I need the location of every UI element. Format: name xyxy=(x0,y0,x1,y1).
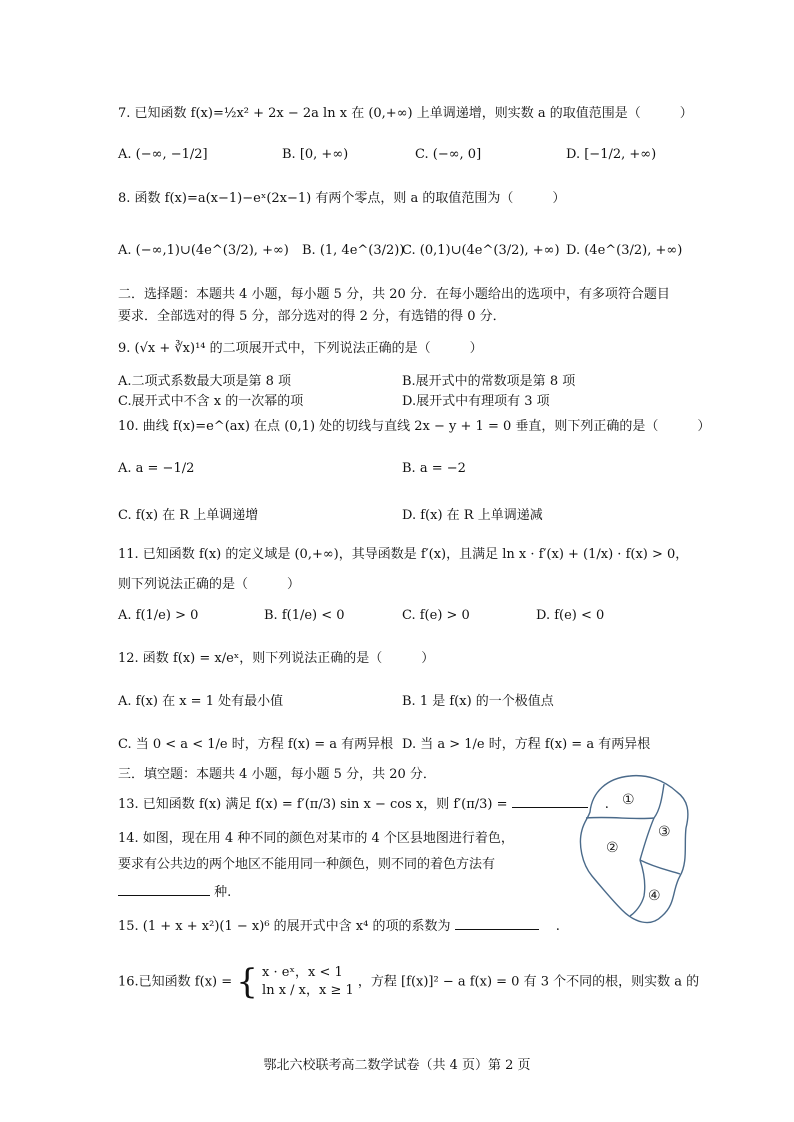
q16-stem xyxy=(118,964,699,1000)
q16-case2: ln x / x，x ≥ 1 xyxy=(262,983,354,998)
q12-stem: 12. 函数 f(x) = x/eˣ，则下列说法正确的是（ ） xyxy=(118,651,435,666)
q16-piecewise xyxy=(262,964,354,1000)
q13-stem xyxy=(118,796,609,814)
section-3-instructions: 三．填空题：本题共 4 小题，每小题 5 分，共 20 分． xyxy=(118,767,436,782)
q11-option-c: C. f(e) > 0 xyxy=(402,608,470,623)
q11-option-b: B. f(1/e) < 0 xyxy=(264,608,345,623)
q7-option-a: A. (−∞, −1/2] xyxy=(118,147,208,162)
q10-option-a: A. a = −1/2 xyxy=(118,461,195,476)
q16-post: ，方程 [f(x)]² − a f(x) = 0 有 3 个不同的根，则实数 a 的 xyxy=(357,974,700,990)
q11-stem-line1: 11. 已知函数 f(x) 的定义域是 (0,+∞)，其导函数是 f′(x)，且满足 ln x · f′(x) + (1/x) · f(x) > 0， xyxy=(118,547,689,562)
q11-option-a: A. f(1/e) > 0 xyxy=(118,608,199,623)
q11-stem-line2: 则下列说法正确的是（ ） xyxy=(118,577,301,592)
q9-option-a: A.二项式系数最大项是第 8 项 xyxy=(118,374,292,389)
map-label-1: ① xyxy=(622,792,635,808)
q13-text: 13. 已知函数 f(x) 满足 f(x) = f′(π/3) sin x − cos x，则 f′(π/3) = xyxy=(118,797,508,812)
q15-answer-blank[interactable] xyxy=(455,929,539,930)
q14-answer-blank[interactable] xyxy=(118,895,210,896)
map-border-2-3 xyxy=(640,818,654,860)
q8-option-b: B. (1, 4e^(3/2)) xyxy=(302,243,405,258)
q9-option-b: B.展开式中的常数项是第 8 项 xyxy=(402,374,576,389)
q12-option-b: B. 1 是 f(x) 的一个极值点 xyxy=(402,694,554,709)
q14-line1: 14. 如图，现在用 4 种不同的颜色对某市的 4 个区县地图进行着色， xyxy=(118,831,514,846)
q16-case1: x · eˣ，x < 1 xyxy=(262,965,343,980)
q9-stem: 9. (√x + ∛x)¹⁴ 的二项展开式中，下列说法正确的是（ ） xyxy=(118,341,483,356)
q12-option-d: D. 当 a > 1/e 时，方程 f(x) = a 有两异根 xyxy=(402,737,651,752)
q7-stem: 7. 已知函数 f(x)=½x² + 2x − 2a ln x 在 (0,+∞) 上单调递增，则实数 a 的取值范围是（ ） xyxy=(118,106,693,121)
q9-option-c: C.展开式中不含 x 的一次幂的项 xyxy=(118,394,304,409)
q10-stem: 10. 曲线 f(x)=e^(ax) 在点 (0,1) 处的切线与直线 2x − y + 1 = 0 垂直，则下列正确的是（ ） xyxy=(118,419,711,434)
q10-option-c: C. f(x) 在 R 上单调递增 xyxy=(118,508,259,523)
q7-option-b: B. [0, +∞) xyxy=(282,147,349,162)
q14-line3 xyxy=(118,884,231,902)
county-map-figure xyxy=(572,772,722,932)
q8-stem: 8. 函数 f(x)=a(x−1)−eˣ(2x−1) 有两个零点，则 a 的取值范围为（ ） xyxy=(118,191,566,206)
q12-option-a: A. f(x) 在 x = 1 处有最小值 xyxy=(118,694,284,709)
q14-unit: 种. xyxy=(214,885,232,900)
q12-option-c: C. 当 0 < a < 1/e 时，方程 f(x) = a 有两异根 xyxy=(118,737,394,752)
q10-option-b: B. a = −2 xyxy=(402,461,466,476)
q13-period: . xyxy=(591,797,609,812)
q16-piecewise-brace: { xyxy=(236,962,258,1002)
q7-option-c: C. (−∞, 0] xyxy=(415,147,482,162)
map-label-4: ④ xyxy=(648,888,661,904)
map-border-3-4 xyxy=(640,860,680,874)
q8-option-c: C. (0,1)∪(4e^(3/2), +∞) xyxy=(402,243,560,258)
map-label-3: ③ xyxy=(658,824,671,840)
map-border-2-4 xyxy=(630,860,645,916)
q15-period: . xyxy=(542,919,560,934)
map-label-2: ② xyxy=(606,840,619,856)
q8-option-a: A. (−∞,1)∪(4e^(3/2), +∞) xyxy=(118,243,289,258)
q10-option-d: D. f(x) 在 R 上单调递减 xyxy=(402,508,543,523)
q15-stem xyxy=(118,918,560,936)
q14-line2: 要求有公共边的两个地区不能用同一种颜色，则不同的着色方法有 xyxy=(118,857,496,872)
q9-option-d: D.展开式中有理项有 3 项 xyxy=(402,394,550,409)
q15-text: 15. (1 + x + x²)(1 − x)⁶ 的展开式中含 x⁴ 的项的系数为 xyxy=(118,919,451,934)
q16-pre: 16.已知函数 f(x) = xyxy=(118,974,233,990)
q7-option-d: D. [−1/2, +∞) xyxy=(566,147,657,162)
section-2-instructions: 二．选择题：本题共 4 小题，每小题 5 分，共 20 分．在每小题给出的选项中，有多项符合题目要求．全部选对的得 5 分，部分选对的得 2 分，有选错的得 0 分． xyxy=(118,287,670,324)
q8-option-d: D. (4e^(3/2), +∞) xyxy=(566,243,683,258)
q11-option-d: D. f(e) < 0 xyxy=(536,608,605,623)
page-footer: 鄂北六校联考高二数学试卷（共 4 页）第 2 页 xyxy=(263,1058,531,1073)
